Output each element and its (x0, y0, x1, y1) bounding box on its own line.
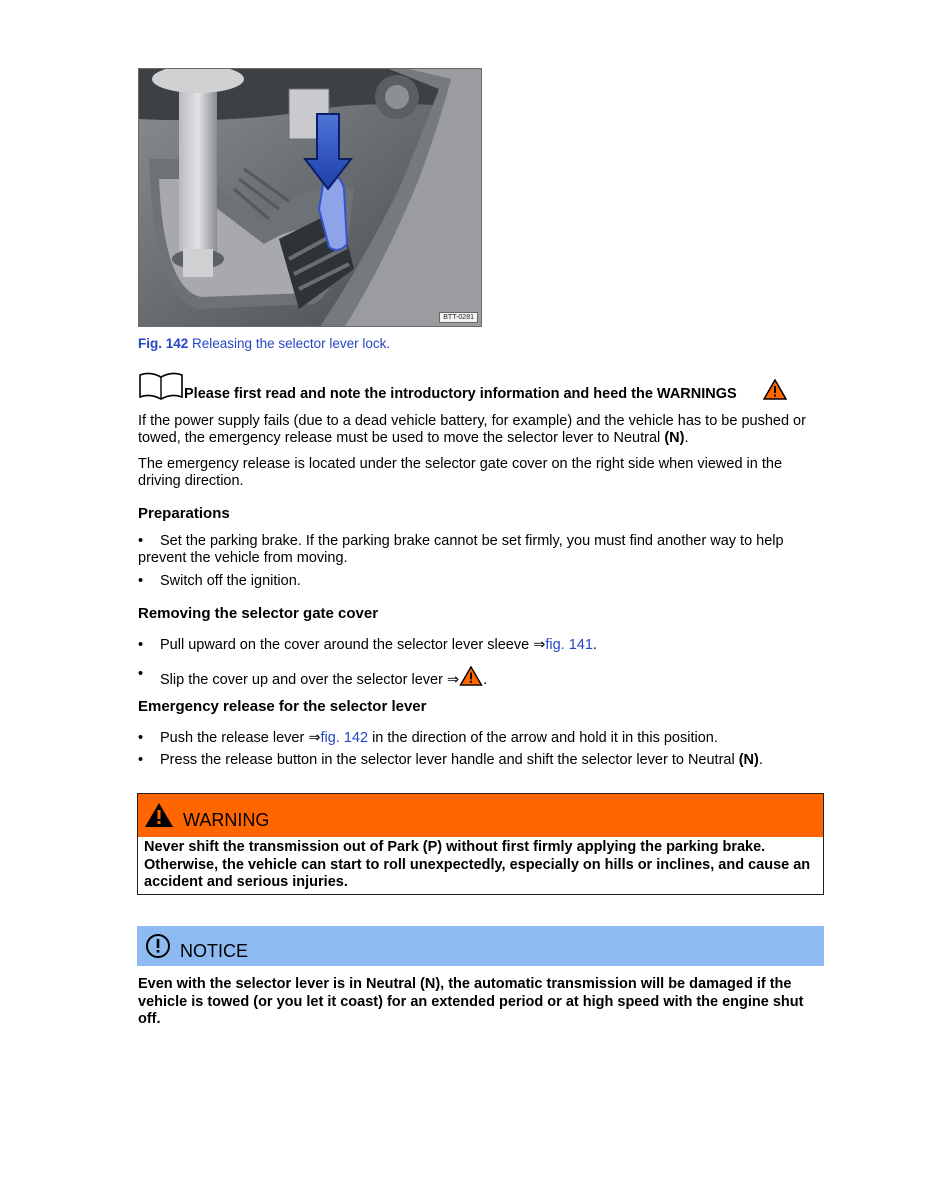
list-item (138, 730, 828, 747)
list-item-text-content: Push the release lever (160, 730, 309, 746)
figure-caption-text: Releasing the selector lever lock. (188, 336, 391, 351)
warning-triangle-icon (763, 379, 787, 400)
warning-text: Never shift the transmission out of Park (P) without first firmly applying the parking brake. Otherwise, the vehicle can start to roll unexpectedly, especially on hills or inclines, and cause an accident and serious injuries. (144, 839, 811, 890)
list-item-text (138, 637, 828, 654)
figure-caption (138, 335, 390, 352)
list-item (138, 637, 828, 654)
bullet-icon: • (138, 533, 144, 549)
list-item (138, 533, 828, 567)
bullet-icon: • (138, 637, 144, 653)
list-item-text (138, 730, 828, 747)
list-item-text-content: Set the parking brake. If the parking brake cannot be set firmly, you must find another way to help prevent the vehicle from moving. (138, 533, 784, 566)
intro-line (138, 371, 838, 403)
notice-title: NOTICE (180, 941, 249, 961)
warning-triangle-icon[interactable] (459, 666, 483, 686)
book-icon (138, 371, 184, 401)
selector-lever-photo (139, 69, 482, 327)
paragraph-power-failure (138, 413, 828, 447)
list-item-text-content: Press the release button in the selector lever handle and shift the selector lever to Neutral (160, 752, 739, 768)
notice-text: Even with the selector lever is in Neutral (N), the automatic transmission will be damaged if the vehicle is towed (or you let it coast) for an extended period or at high speed with the engine shut off. (138, 976, 804, 1027)
list-item-text (138, 664, 828, 689)
neutral-bold: (N) (738, 752, 759, 768)
bullet-icon: • (138, 573, 144, 589)
figure-image (138, 68, 482, 327)
heading-removing-cover: Removing the selector gate cover (138, 605, 379, 622)
list-item-end: . (758, 752, 763, 768)
fig-142-link[interactable]: fig. 142 (320, 730, 369, 746)
notice-box (137, 926, 824, 966)
list-item-text: Switch off the ignition. (160, 573, 301, 589)
arrow-right-icon: ⇒ (446, 672, 460, 688)
heading-emergency-release: Emergency release for the selector lever (138, 698, 427, 715)
paragraph-emergency-location: The emergency release is located under the selector gate cover on the right side when viewed in the driving direction. (138, 456, 783, 489)
warning-header (138, 794, 823, 837)
figure-caption-label: Fig. 142 (138, 336, 189, 351)
list-item (138, 573, 828, 590)
paragraph-text: If the power supply fails (due to a dead vehicle battery, for example) and the vehicle has to be pushed or towed, the emergency release must be used to move the selector lever to Neutral (138, 413, 806, 446)
list-item-text-content: Pull upward on the cover around the selector lever sleeve (160, 637, 534, 653)
bullet-icon: • (138, 730, 144, 746)
intro-text: Please first read and note the introductory information and heed the WARNINGS (184, 386, 737, 402)
list-item (138, 752, 828, 769)
warning-box (137, 793, 824, 895)
fig-141-link[interactable]: fig. 141 (545, 637, 593, 653)
arrow-right-icon: ⇒ (533, 637, 546, 653)
bullet-icon: • (138, 666, 144, 682)
warning-triangle-icon (144, 802, 174, 828)
list-item-text-content: Slip the cover up and over the selector lever (160, 672, 447, 688)
list-item-end: . (483, 672, 488, 688)
paragraph-end: . (684, 430, 689, 446)
warning-title: WARNING (183, 810, 270, 830)
neutral-bold: (N) (664, 430, 685, 446)
heading-preparations: Preparations (138, 505, 230, 522)
figure-code: BTT-0281 (439, 312, 478, 323)
arrow-right-icon: ⇒ (308, 730, 321, 746)
bullet-icon: • (138, 752, 144, 768)
list-item-text (138, 752, 828, 769)
exclamation-circle-icon (145, 933, 171, 959)
list-item-text (138, 533, 828, 567)
list-item-end: in the direction of the arrow and hold it in this position. (368, 730, 718, 746)
list-item-end: . (592, 637, 597, 653)
list-item (138, 664, 828, 689)
